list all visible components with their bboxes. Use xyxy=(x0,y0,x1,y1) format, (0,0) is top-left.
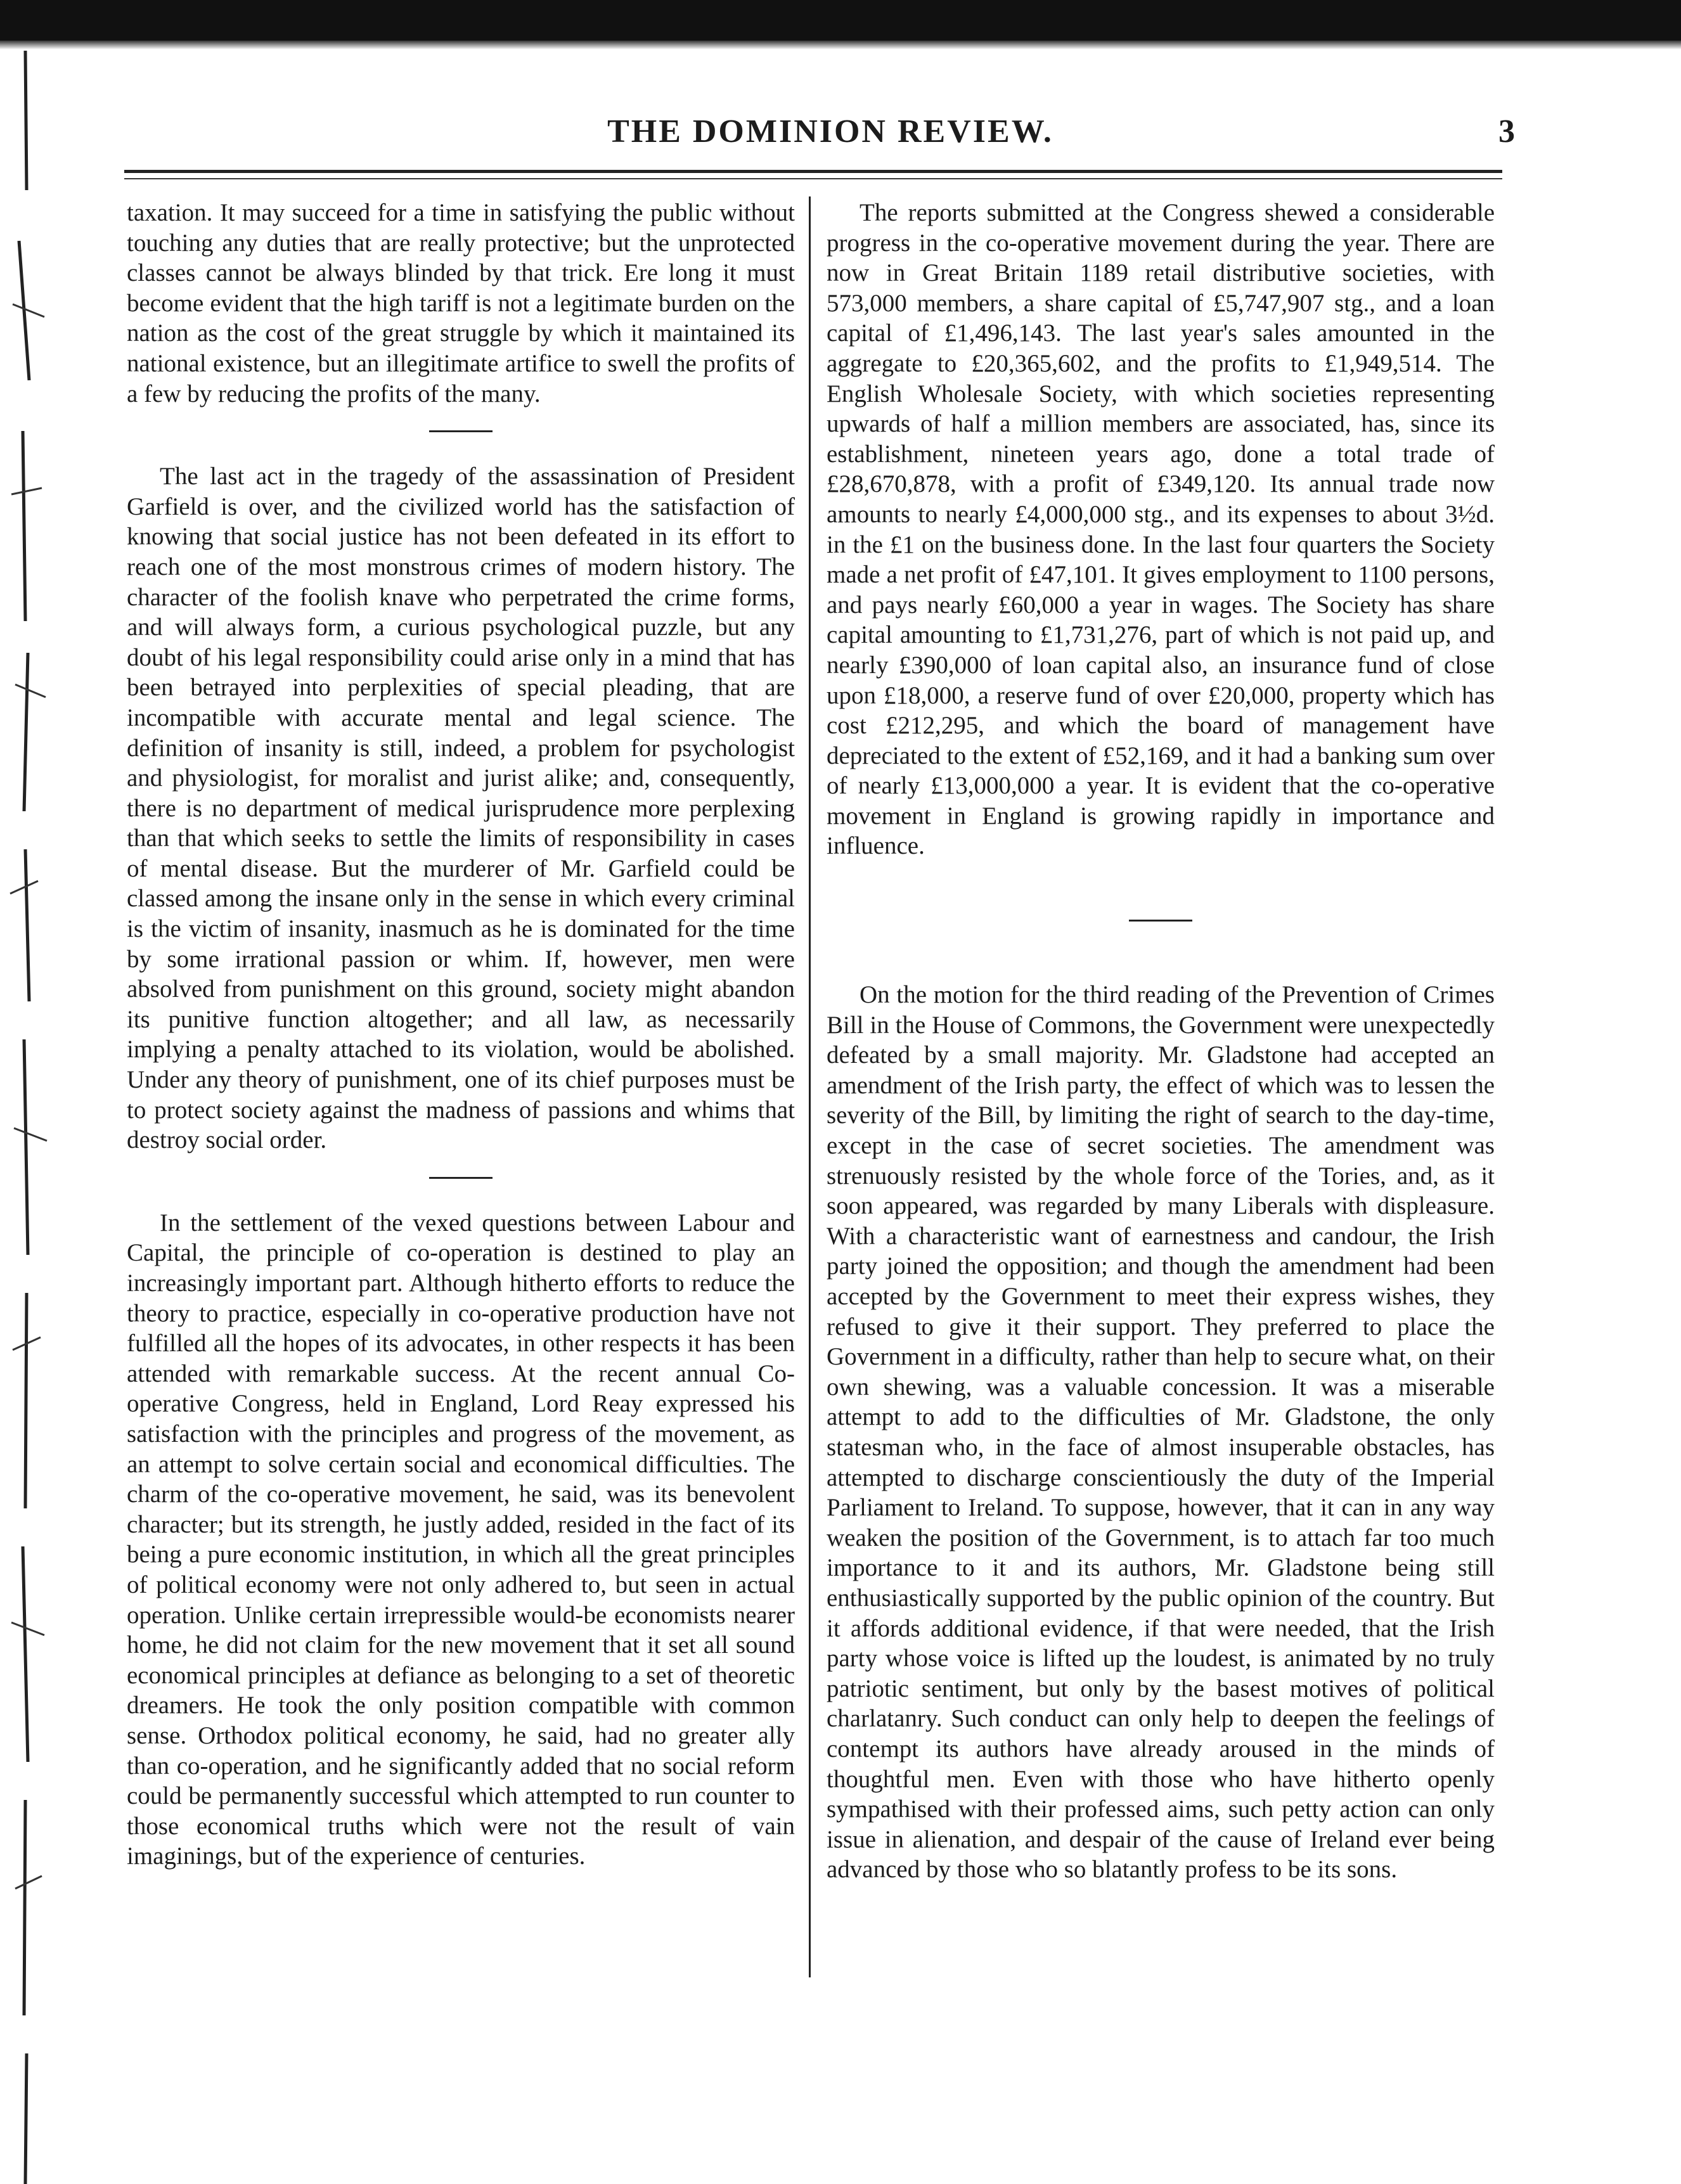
column-divider xyxy=(809,196,811,1977)
paragraph-co-operation: In the settlement of the vexed questions between Labour and Capital, the principle of co-operation is destined to play an increasingly important part. Although hitherto efforts to reduce the theory to practice, especially in co-operative production have not fulfilled all the hopes of its advocates, in other respects it has been attended with remarkable success. At the recent annual Co-operative Congress, held in England, Lord Reay expressed his satisfaction with the principles and progress of the movement, as an attempt to solve certain social and economical difficulties. The charm of the co-operative movement, he said, was its benevolent character; but its strength, he justly added, resided in the fact of its being a pure economic institution, in which all the great principles of political economy were not only adhered to, but seen in actual operation. Unlike certain irrepressible would-be economists nearer home, he did not claim for the new movement that it set all sound economical principles at defiance as belonging to a set of theoretic dreamers. He took the only position compatible with common sense. Orthodox political economy, he said, had no greater ally than co-operation, and he significantly added that no social reform could be permanently successful which attempted to run counter to those economical truths which were not the result of vain imaginings, but of the experience of centuries. xyxy=(127,1209,795,1870)
left-column xyxy=(127,198,795,1872)
paragraph-congress-reports: The reports submitted at the Congress shewed a considerable progress in the co-operative movement during the year. There are now in Great Britain 1189 retail distributive societies, with 573,000 members, a share capital of £5,747,907 stg., and a loan capital of £1,496,143. The last year's sales amounted in the aggregate to £20,365,602, and the profits to £1,949,514. The English Wholesale Society, with which societies representing upwards of half a million members are associated, has, since its establishment, nineteen years ago, done a total trade of £28,670,878, with a profit of £349,120. Its annual trade now amounts to nearly £4,000,000 stg., and its expenses to about 3½d. in the £1 on the business done. In the last four quarters the Society made a net profit of £47,101. It gives employment to 1100 persons, and pays nearly £60,000 a year in wages. The Society has share capital amounting to £1,731,276, part of which is not paid up, and nearly £390,000 of loan capital also, an insurance fund of close upon £18,000, a reserve fund of over £20,000, property which has cost £212,295, and which the board of management have depreciated to the extent of £52,169, and it had a banking sum over of nearly £13,000,000 a year. It is evident that the co-operative movement in England is growing rapidly in importance and influence. xyxy=(827,199,1495,860)
header-rule-thick xyxy=(124,170,1502,173)
paragraph-crimes-bill: On the motion for the third reading of the Prevention of Crimes Bill in the House of Commons, the Government were unexpectedly defeated by a small majority. Mr. Gladstone had accepted an amendment of the Irish party, the effect of which was to lessen the severity of the Bill, by limiting the right of search to the day-time, except in the case of secret societies. The amendment was strenuously resisted by the whole force of the Tories, and, as it soon appeared, was regarded by many Liberals with displeasure. With a characteristic want of earnestness and candour, the Irish party joined the opposition; and though the amendment had been accepted by the Government to meet their express wishes, they refused to give it their support. They preferred to place the Government in a difficulty, rather than help to secure what, on their own shewing, was a valuable concession. It was a miserable attempt to add to the difficulties of Mr. Gladstone, the only statesman who, in the face of almost insuperable obstacles, has attempted to discharge conscientiously the duty of the Imperial Parliament to Ireland. To suppose, however, that it can in any way weaken the position of the Government, is to attach far too much importance to it and its authors, Mr. Gladstone being still enthusiastically supported by the public opinion of the country. But it affords additional evidence, if that were needed, that the Irish party whose voice is lifted up the loudest, is animated by no truly patriotic sentiment, but only by the basest motives of political charlatanry. Such conduct can only help to deepen the feelings of contempt its authors have already aroused in the minds of thoughtful men. Even with those who have hitherto openly sympathised with their professed aims, such petty action can only issue in alienation, and despair of the cause of Ireland ever being advanced by those who so blatantly profess to be its sons. xyxy=(827,981,1495,1884)
right-column xyxy=(827,198,1495,1885)
binding-edge-artifact xyxy=(0,51,82,2184)
section-divider xyxy=(1129,920,1192,922)
paragraph-taxation: taxation. It may succeed for a time in satisfying the public without touching any duties that are really protective; but the unprotected classes cannot be always blinded by that trick. Ere long it must become evident that the high tariff is not a legitimate burden on the nation as the cost of the great struggle by which it maintained its national existence, but an illegitimate artifice to swell the profits of a few by reducing the profits of the many. xyxy=(127,199,795,408)
header-rule-thin xyxy=(124,178,1502,179)
section-divider xyxy=(429,1177,493,1179)
scan-top-edge xyxy=(0,0,1681,41)
paragraph-garfield: The last act in the tragedy of the assassination of President Garfield is over, and the civilized world has the satisfaction of knowing that social justice has not been defeated in its effort to reach one of the most monstrous crimes of modern history. The character of the foolish knave who perpetrated the crime forms, and will always form, a curious psychological puzzle, but any doubt of his legal responsibility could arise only in a mind that has been betrayed into perplexities of special pleading, that are incompatible with accurate mental and legal science. The definition of insanity is still, indeed, a problem for psychologist and physiologist, for moralist and jurist alike; and, consequently, there is no department of medical jurisprudence more perplexing than that which seeks to settle the limits of responsibility in cases of mental disease. But the murderer of Mr. Garfield could be classed among the insane only in the sense in which every criminal is the victim of insanity, inasmuch as he is dominated for the time by some irrational passion or whim. If, however, men were absolved from punishment on this ground, society might abandon its punitive function altogether; and all law, as necessarily implying a penalty attached to its violation, would be abolished. Under any theory of punishment, one of its chief purposes must be to protect society against the madness of passions and whims that destroy social order. xyxy=(127,463,795,1154)
page-number: 3 xyxy=(1498,113,1515,150)
scan-top-shadow xyxy=(0,41,1681,49)
journal-title: THE DOMINION REVIEW. xyxy=(607,113,1053,150)
section-divider xyxy=(429,430,493,432)
